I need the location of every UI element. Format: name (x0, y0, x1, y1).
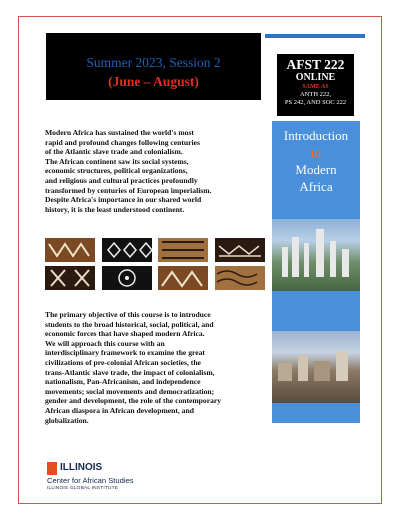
session-header (46, 33, 261, 100)
same-as-label: SAME AS (302, 84, 329, 90)
intro-paragraph (45, 128, 271, 214)
intro-line: transformed by centuries of European imperialism. (45, 185, 212, 195)
objective-line: gender and development, the role of the contemporary (45, 396, 222, 406)
intro-line: and religious and cultural practices profoundly (45, 175, 198, 185)
session-dates: (June – August) (108, 74, 199, 89)
objective-line: We will approach this course with an (45, 338, 165, 348)
mudcloth-tile (215, 238, 265, 262)
course-title-line-1: Introduction (283, 128, 349, 143)
crosslist-line-1: ANTH 222, (299, 91, 332, 98)
course-mode: ONLINE (295, 72, 336, 83)
objective-line: economic forces that have shaped modern Africa. (45, 329, 205, 339)
logo-center-name: Center for African Studies (47, 476, 134, 485)
mudcloth-tile (45, 266, 95, 290)
intro-line: history, it is the least understood continent. (45, 204, 185, 214)
mudcloth-tile (158, 238, 208, 262)
mudcloth-tile (102, 266, 152, 290)
mudcloth-tile (102, 238, 152, 262)
objective-line: civilizations of pre-colonial African societies, the (45, 357, 201, 367)
objective-line: African diaspora in African development, and (45, 405, 194, 415)
intro-line: rapid and profound changes following centuries (45, 137, 200, 147)
objective-paragraph (45, 310, 271, 425)
course-title (272, 127, 360, 195)
session-title: Summer 2023, Session 2 (86, 55, 221, 70)
objective-line: The primary objective of this course is to introduce (45, 310, 211, 319)
crosslist-line-2: PS 242, AND SOC 222 (284, 99, 347, 106)
mudcloth-pattern-row-2 (45, 266, 265, 294)
city-aerial-photo (272, 331, 360, 403)
course-code-box (277, 54, 354, 116)
course-title-line-3: Africa (299, 179, 333, 194)
objective-line: nationalism, Pan-Africanism, and independence (45, 377, 201, 387)
course-title-to: to (310, 145, 322, 160)
city-skyline-photo (272, 219, 360, 291)
mudcloth-tile (215, 266, 265, 290)
block-i-icon (47, 462, 57, 475)
intro-line: The African continent saw its social systems, (45, 156, 189, 166)
intro-line: of the Atlantic slave trade and colonialism. (45, 147, 183, 157)
logo-institute: ILLINOIS GLOBAL INSTITUTE (47, 486, 119, 491)
intro-line: Despite Africa's importance in our shared world (45, 195, 202, 205)
mudcloth-tile (158, 266, 208, 290)
mudcloth-pattern-row-1 (45, 238, 265, 266)
side-panel (272, 121, 360, 423)
mudcloth-tile (45, 238, 95, 262)
objective-line: interdisciplinary framework to examine the great (45, 348, 205, 358)
objective-line: trans-Atlantic slave trade, the impact of colonialism, (45, 367, 215, 377)
intro-line: Modern Africa has sustained the world's most (45, 128, 194, 137)
objective-line: movements; social movements and democratization; (45, 386, 215, 396)
objective-line: students to the broad historical, social, political, and (45, 319, 214, 329)
course-code: AFST 222 (286, 57, 345, 72)
objective-line: globalization. (45, 415, 89, 425)
logo-name: ILLINOIS (60, 462, 103, 473)
intro-line: economic structures, political organizations, (45, 166, 188, 176)
side-accent-bar (265, 34, 365, 38)
course-title-line-2: Modern (295, 162, 337, 177)
